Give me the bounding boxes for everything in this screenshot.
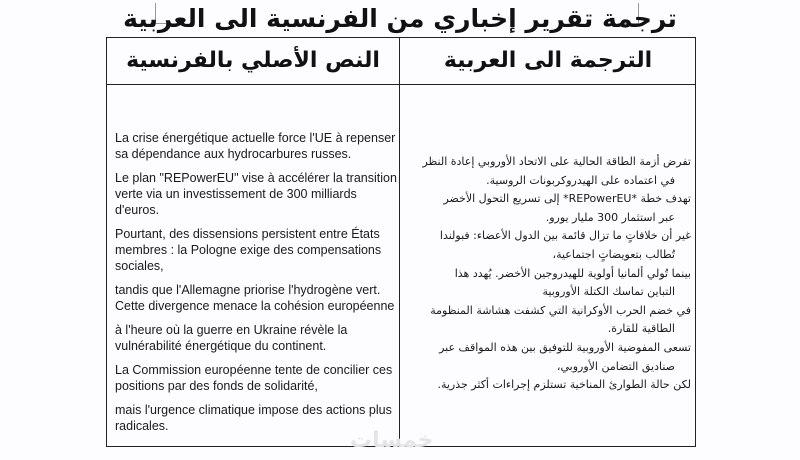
watermark-logo: خمسات [350,428,434,453]
french-line: mais l'urgence climatique impose des actions plus [115,403,392,417]
french-text-column [115,130,397,442]
column-divider [399,38,400,446]
french-line: tandis que l'Allemagne priorise l'hydrogène vert. [115,283,381,297]
arabic-line: بينما تُولي ألمانيا أولوية للهيدروجين الأخضر. يُهدد هذا [454,266,691,280]
arabic-line: التباين تماسك الكتلة الأوروبية [542,285,675,299]
french-line: sociales, [115,259,164,273]
arabic-line: لكن حالة الطوارئ المناخية تستلزم إجراءات أكثر جذرية. [437,378,691,392]
translation-table [106,37,696,447]
french-line: à l'heure où la guerre en Ukraine révèle la [115,323,348,337]
arabic-text-column [405,153,691,395]
arabic-line: عبر استثمار 300 مليار يورو. [545,210,675,224]
french-line: verte via un investissement de 300 milliards [115,187,357,201]
french-line: sa dépendance aux hydrocarbures russes. [115,147,352,161]
header-arabic-translation: الترجمة الى العربية [443,48,653,73]
french-paragraph [115,226,397,274]
french-line: Le plan "REPowerEU" vise à accélérer la transition [115,171,397,185]
french-paragraph [115,282,397,314]
arabic-line: الطاقية للقارة. [607,322,675,336]
french-line: radicales. [115,419,169,433]
french-paragraph [115,130,397,162]
french-paragraph [115,362,397,394]
french-paragraph [115,170,397,218]
french-line: La Commission européenne tente de concilier ces [115,363,393,377]
document-title: ترجمة تقرير إخباري من الفرنسية الى العربية [123,4,677,33]
header-divider [107,84,695,85]
french-line: d'euros. [115,203,160,217]
arabic-line: تفرض أزمة الطاقة الحالية على الاتحاد الأوروبي إعادة النظر [422,155,691,168]
arabic-line: تُطالب بتعويضاتٍ اجتماعية، [552,247,675,261]
french-line: La crise énergétique actuelle force l'UE à repenser [115,131,396,145]
french-line: vulnérabilité énergétique du continent. [115,339,327,353]
arabic-line: تسعى المفوضية الأوروبية للتوفيق بين هذه المواقف عبر [439,340,691,354]
french-paragraph [115,322,397,354]
arabic-line: في اعتماده على الهيدروكربونات الروسية. [486,173,675,187]
arabic-line: في خضم الحرب الأوكرانية التي كشفت هشاشة المنظومة [430,303,691,317]
french-line: membres : la Pologne exige des compensations [115,243,382,257]
french-line: Pourtant, des dissensions persistent entre États [115,227,380,241]
arabic-line: صناديق التضامن الأوروبي، [556,359,675,373]
arabic-line: تهدف خطة *REPowerEU* إلى تسريع التحول الأخضر [443,192,691,206]
arabic-line: غير أن خلافاتٍ ما تزال قائمة بين الدول الأعضاء: فبولندا [439,229,691,243]
french-line: Cette divergence menace la cohésion européenne [115,299,395,313]
header-french-original: النص الأصلي بالفرنسية [126,48,380,73]
french-line: positions par des fonds de solidarité, [115,379,318,393]
